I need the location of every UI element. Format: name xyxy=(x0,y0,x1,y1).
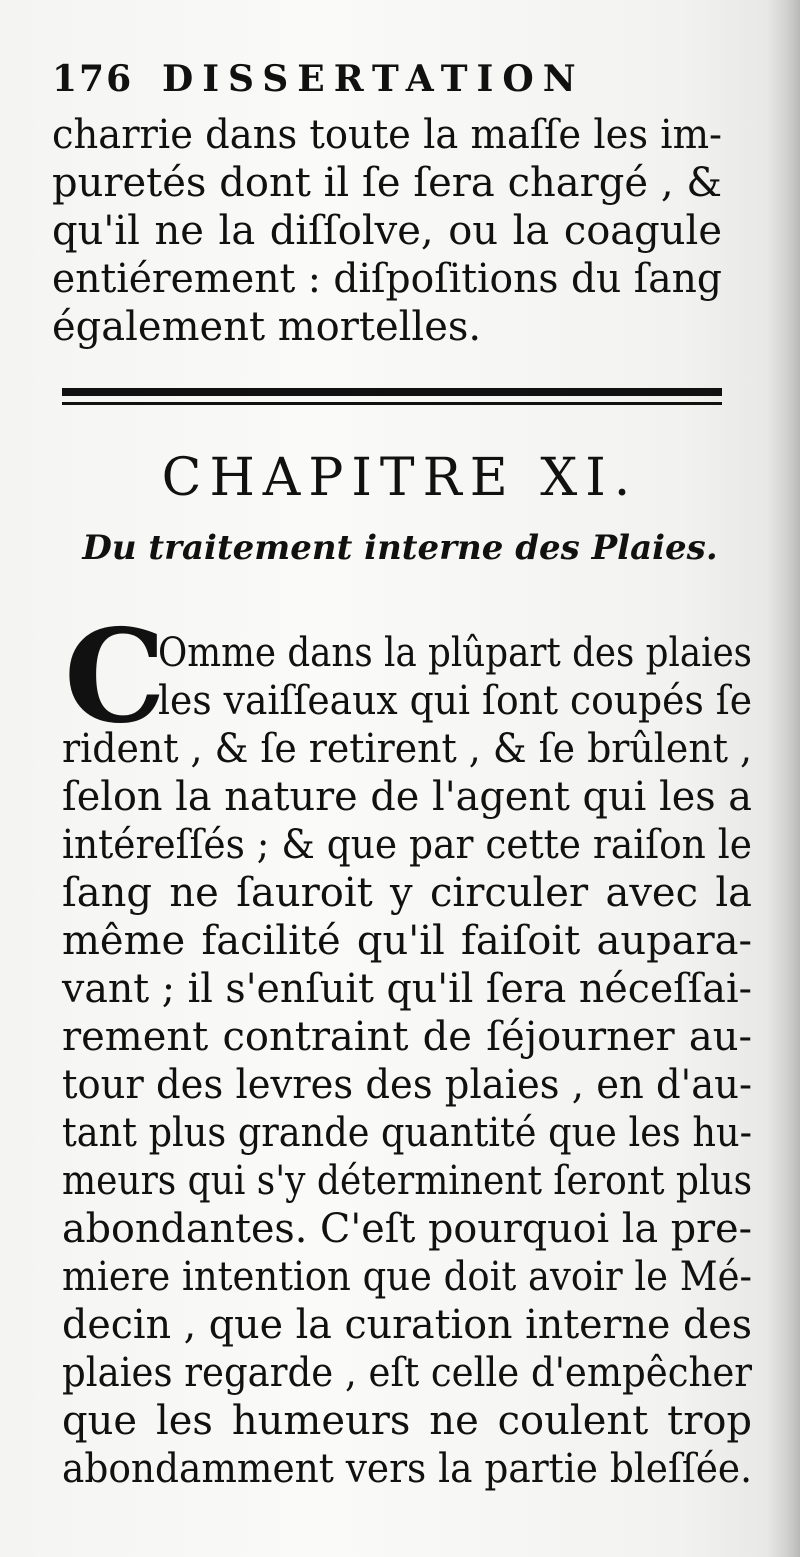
continuation-line-last: également mortelles. xyxy=(52,304,482,350)
body-line: tour des levres des plaies , en d'au- xyxy=(62,1062,752,1108)
body-line: abondantes. C'eſt pourquoi la pre- xyxy=(62,1206,752,1252)
continuation-line: entiérement : diſpoſitions du ſang xyxy=(52,256,722,302)
chapter-heading: CHAPITRE XI. xyxy=(161,448,639,508)
body-line: intéreſſés ; & que par cette raiſon le xyxy=(62,822,753,868)
body-line: plaies regarde , eſt celle d'empêcher xyxy=(62,1350,753,1396)
body-line: decin , que la curation interne des xyxy=(62,1302,753,1348)
continuation-line: charrie dans toute la maſſe les im- xyxy=(52,112,723,158)
page-edge-shadow xyxy=(766,0,800,1557)
body-line: ſang ne ſauroit y circuler avec la xyxy=(62,870,753,916)
body-line: même facilité qu'il faiſoit aupara- xyxy=(62,918,753,964)
body-line: Omme dans la plûpart des plaies xyxy=(158,630,752,676)
page-number: 176 xyxy=(52,58,134,100)
body-line: que les humeurs ne coulent trop xyxy=(62,1398,753,1444)
body-line: rident , & ſe retirent , & ſe brûlent , xyxy=(62,726,753,772)
body-line: les vaiſſeaux qui ſont coupés ſe xyxy=(158,678,753,724)
running-title: DISSERTATION xyxy=(162,58,585,100)
body-line: vant ; il s'enſuit qu'il ſera néceſſai- xyxy=(62,966,752,1012)
body-line: rement contraint de ſéjourner au- xyxy=(62,1014,753,1060)
continuation-line: puretés dont il ſe ſera chargé , & xyxy=(52,160,722,206)
continuation-line: qu'il ne la diſſolve, ou la coagule xyxy=(52,208,722,254)
drop-cap: C xyxy=(64,602,166,752)
body-line-last: abondamment vers la partie bleſſée. xyxy=(62,1446,752,1492)
body-line: ſelon la nature de l'agent qui les a xyxy=(62,774,753,820)
chapter-divider-rule xyxy=(62,388,722,412)
body-line: meurs qui s'y déterminent ſeront plus xyxy=(62,1158,753,1204)
body-line: miere intention que doit avoir le Mé- xyxy=(62,1254,752,1300)
chapter-subtitle: Du traitement interne des Plaies. xyxy=(82,528,718,568)
body-line: tant plus grande quantité que les hu- xyxy=(62,1110,752,1156)
divider-thin-line xyxy=(62,402,722,405)
running-head xyxy=(52,58,612,108)
divider-thick-line xyxy=(62,388,722,396)
